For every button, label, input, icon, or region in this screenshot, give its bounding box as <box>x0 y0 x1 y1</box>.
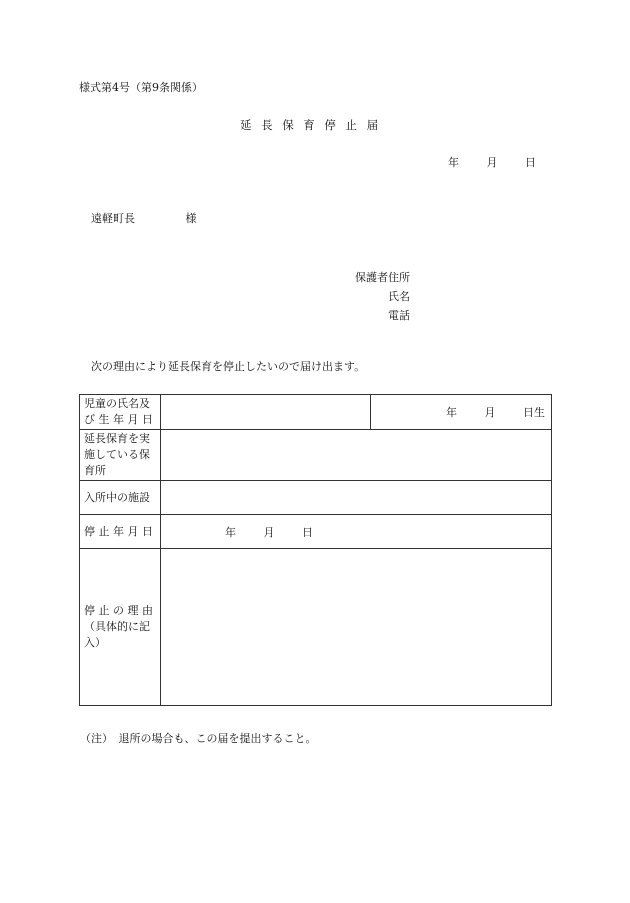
addressee-honorific: 様 <box>185 212 197 225</box>
form-number: 様式第4号（第9条関係） <box>79 81 203 94</box>
table-row-child <box>80 395 552 430</box>
date-day-label: 日 <box>525 156 536 169</box>
reason-label-line2: （具体的に記 <box>84 620 150 633</box>
facility-field[interactable] <box>161 430 552 481</box>
applicant-address-label: 保護者住所 <box>355 271 410 284</box>
birth-year-label: 年 <box>446 406 457 419</box>
current-facility-field[interactable] <box>161 481 552 515</box>
facility-label <box>80 430 161 481</box>
facility-label-line2: 施している保 <box>84 448 150 461</box>
child-name-field[interactable] <box>161 395 371 430</box>
birth-day-label: 日生 <box>523 406 545 419</box>
document-title: 延長保育停止届 <box>240 118 388 132</box>
child-label <box>80 395 161 430</box>
addressee <box>91 213 197 224</box>
reason-label-line3: 入） <box>84 636 106 649</box>
reason-label <box>80 549 161 706</box>
stop-month-label: 月 <box>263 525 275 539</box>
reason-field[interactable] <box>161 549 552 706</box>
application-table <box>79 394 552 706</box>
current-facility-label: 入所中の施設 <box>80 481 161 515</box>
date-month-label: 月 <box>486 156 498 169</box>
submission-date <box>448 157 536 168</box>
date-year-label: 年 <box>448 156 459 169</box>
table-row-current-facility <box>80 481 552 515</box>
stop-date-field[interactable] <box>161 515 552 549</box>
stop-day-label: 日 <box>302 525 313 539</box>
table-row-stop-date <box>80 515 552 549</box>
table-row-facility <box>80 430 552 481</box>
child-birthdate-field[interactable] <box>371 395 552 430</box>
facility-label-line1: 延長保育を実 <box>84 432 150 445</box>
addressee-name: 遠軽町長 <box>91 212 135 225</box>
child-label-line1: 児童の氏名及 <box>84 397 150 410</box>
applicant-name-label: 氏名 <box>388 290 410 303</box>
stop-date-label: 停 止 年 月 日 <box>80 515 161 549</box>
reason-label-line1: 停 止 の 理 由 <box>84 604 153 617</box>
footnote: （注） 退所の場合も、この届を提出すること。 <box>80 732 317 745</box>
stop-year-label: 年 <box>225 525 236 539</box>
applicant-block <box>355 268 410 325</box>
facility-label-line3: 育所 <box>84 464 106 477</box>
table-row-reason <box>80 549 552 706</box>
birth-month-label: 月 <box>484 406 496 419</box>
intro-text: 次の理由により延長保育を停止したいので届け出ます。 <box>91 360 366 373</box>
applicant-phone-label: 電話 <box>388 309 410 322</box>
child-label-line2: び 生 年 月 日 <box>84 413 153 426</box>
